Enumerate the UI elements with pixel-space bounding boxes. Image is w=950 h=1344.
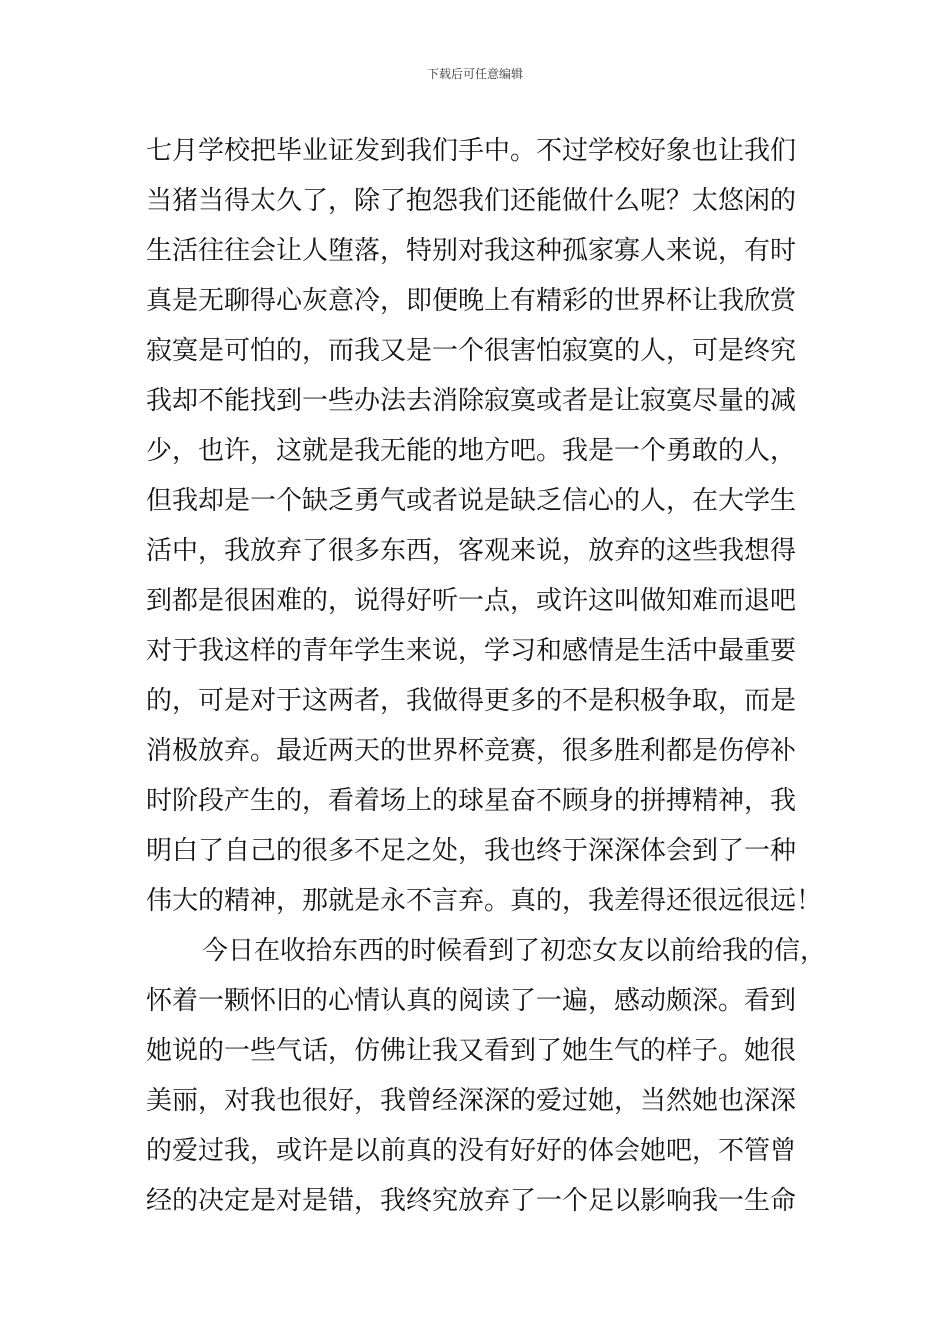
text-line: 消极放弃。最近两天的世界杯竞赛，很多胜利都是伤停补	[146, 736, 797, 766]
text-line: 美丽，对我也很好，我曾经深深的爱过她，当然她也深深	[146, 1086, 797, 1116]
text-line: 真是无聊得心灰意冷，即便晚上有精彩的世界杯让我欣赏	[146, 286, 797, 316]
text-line: 当猪当得太久了，除了抱怨我们还能做什么呢？太悠闲的	[146, 186, 797, 216]
text-line: 的爱过我，或许是以前真的没有好好的体会她吧，不管曾	[146, 1136, 797, 1166]
paragraph	[146, 126, 836, 926]
text-line: 生活往往会让人堕落，特别对我这种孤家寡人来说，有时	[146, 236, 797, 266]
text-line: 怀着一颗怀旧的心情认真的阅读了一遍，感动颇深。看到	[146, 986, 797, 1016]
text-line: 到都是很困难的，说得好听一点，或许这叫做知难而退吧	[146, 586, 797, 616]
text-line: 但我却是一个缺乏勇气或者说是缺乏信心的人，在大学生	[146, 486, 797, 516]
text-line: 活中，我放弃了很多东西，客观来说，放弃的这些我想得	[146, 536, 797, 566]
document-body	[146, 126, 836, 1226]
text-line: 我却不能找到一些办法去消除寂寞或者是让寂寞尽量的减	[146, 386, 797, 416]
text-line: 她说的一些气话，仿佛让我又看到了她生气的样子。她很	[146, 1036, 797, 1066]
text-line: 明白了自己的很多不足之处，我也终于深深体会到了一种	[146, 836, 797, 866]
page-header: 下载后可任意编辑	[426, 67, 523, 81]
text-line: 伟大的精神，那就是永不言弃。真的，我差得还很远很远！	[146, 886, 823, 916]
paragraph	[146, 926, 836, 1226]
text-line: 今日在收拾东西的时候看到了初恋女友以前给我的信，	[202, 936, 827, 966]
text-line: 对于我这样的青年学生来说，学习和感情是生活中最重要	[146, 636, 797, 666]
text-line: 七月学校把毕业证发到我们手中。不过学校好象也让我们	[146, 136, 797, 166]
text-line: 少，也许，这就是我无能的地方吧。我是一个勇敢的人，	[146, 436, 797, 466]
text-line: 寂寞是可怕的，而我又是一个很害怕寂寞的人，可是终究	[146, 336, 797, 366]
text-line: 经的决定是对是错，我终究放弃了一个足以影响我一生命	[146, 1186, 797, 1216]
text-line: 的，可是对于这两者，我做得更多的不是积极争取，而是	[146, 686, 797, 716]
text-line: 时阶段产生的，看着场上的球星奋不顾身的拼搏精神，我	[146, 786, 797, 816]
